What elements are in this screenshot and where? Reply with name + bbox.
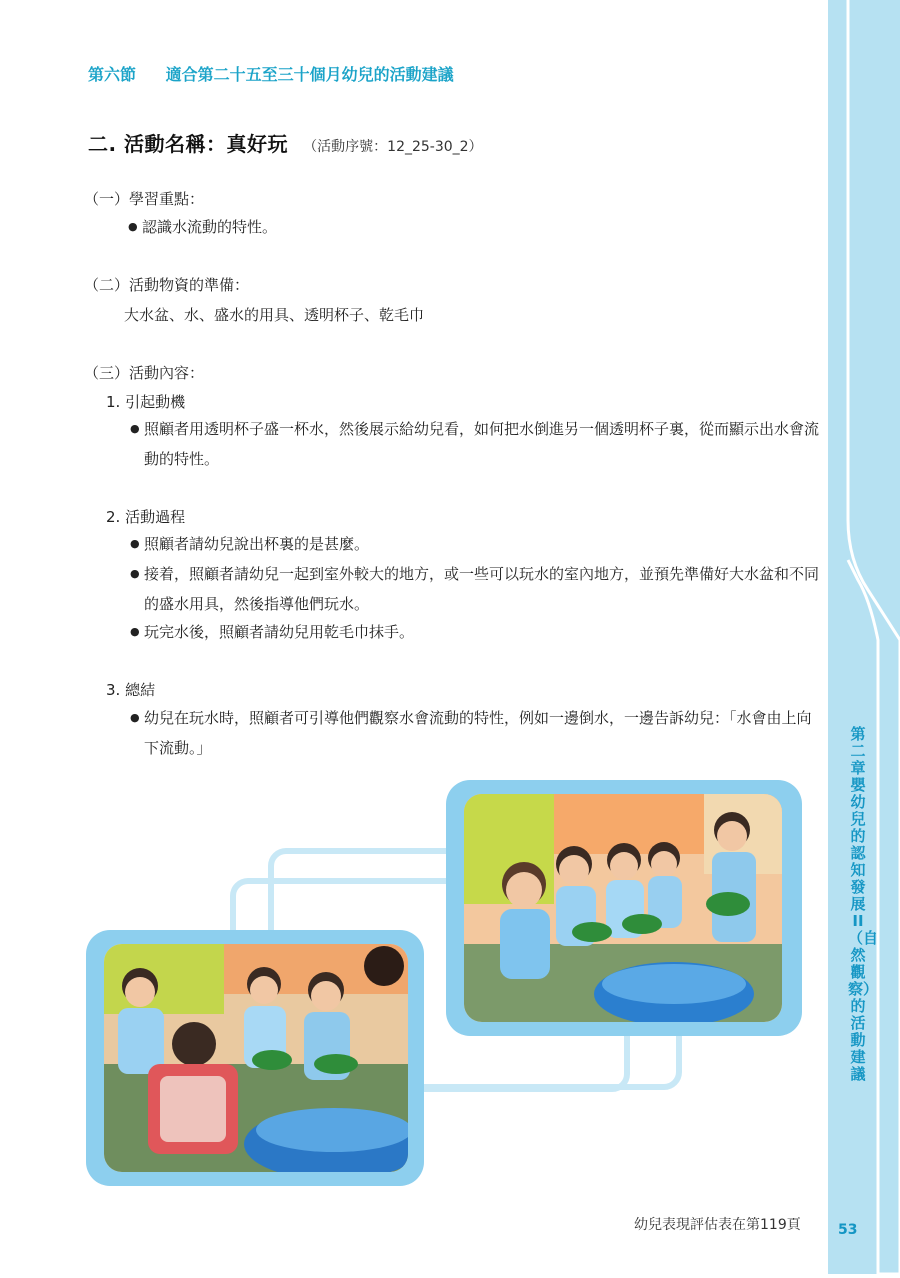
photo-illustration [464, 794, 782, 1022]
page-number: 53 [838, 1222, 858, 1238]
photo-illustration [104, 944, 408, 1172]
step-title-2: 2. 活動過程 [106, 508, 186, 526]
section-header [88, 62, 454, 85]
step-2-bullet-1: ● 照顧者請幼兒說出杯裏的是甚麼。 [144, 529, 820, 559]
photo-children-playing-water [464, 794, 782, 1022]
chapter-title: 第二章 嬰幼兒的認知發展II（自然觀察）的活動建議 [848, 725, 879, 1083]
bullet-icon: ● [130, 711, 140, 724]
activity-heading: 二. 活動名稱：真好玩 [88, 132, 289, 156]
activity-title [88, 128, 483, 157]
bullet-icon: ● [128, 220, 138, 233]
section-title: 適合第二十五至三十個月幼兒的活動建議 [165, 65, 454, 84]
step-1-bullet: ● 照顧者用透明杯子盛一杯水，然後展示給幼兒看，如何把水倒進另一個透明杯子裏，從而顯示出水會流動的特性。 [144, 414, 820, 474]
bullet-icon: ● [130, 537, 140, 550]
bullet-icon: ● [130, 567, 140, 580]
bullet-icon: ● [130, 625, 140, 638]
step-title-3: 3. 總結 [106, 681, 156, 699]
activity-serial: （活動序號：12_25-30_2） [303, 139, 483, 155]
content-label: （三）活動內容： [84, 364, 205, 382]
learning-focus-label: （一）學習重點： [84, 190, 205, 208]
bullet-icon: ● [130, 422, 140, 435]
photo-children-water-basin [104, 944, 408, 1172]
materials-text: 大水盆、水、盛水的用具、透明杯子、乾毛巾 [124, 306, 425, 324]
section-number: 第六節 [88, 65, 137, 84]
step-2-bullet-3: ● 玩完水後，照顧者請幼兒用乾毛巾抹手。 [144, 617, 820, 647]
materials-label: （二）活動物資的準備： [84, 276, 250, 294]
step-2-bullet-2: ● 接着，照顧者請幼兒一起到室外較大的地方，或一些可以玩水的室內地方，並預先準備好大水盆和不同的盛水用具，然後指導他們玩水。 [144, 559, 820, 619]
step-3-bullet: ● 幼兒在玩水時，照顧者可引導他們觀察水會流動的特性，例如一邊倒水，一邊告訴幼兒：「水會由上向下流動。」 [144, 703, 820, 763]
step-title-1: 1. 引起動機 [106, 393, 186, 411]
footer-note: 幼兒表現評估表在第119頁 [634, 1217, 801, 1233]
learning-focus-item: ● 認識水流動的特性。 [142, 212, 277, 242]
